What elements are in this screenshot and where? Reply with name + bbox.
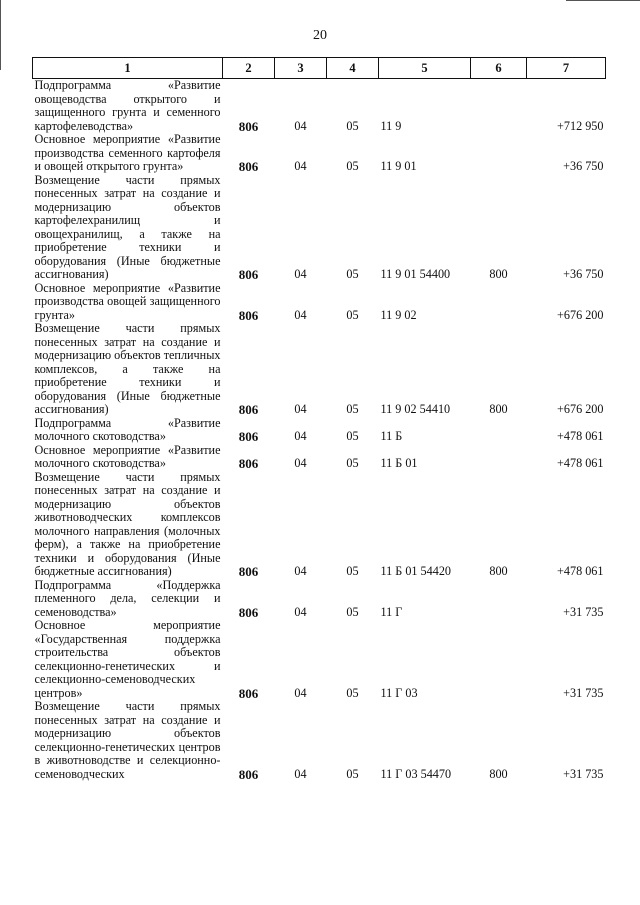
row-target-article: 11 9 01 54400	[380, 267, 451, 281]
table-header	[33, 58, 606, 79]
row-expense-type	[471, 133, 527, 174]
row-section: 04	[294, 604, 307, 619]
row-name: Основное мероприятие «Государственная поддержка строительства объектов селекционно-генетических и селекционно-семеноводческих центров»	[34, 618, 221, 700]
row-subsection: 05	[346, 267, 359, 281]
table-row	[33, 417, 606, 444]
row-section: 04	[294, 766, 307, 781]
row-name: Возмещение части прямых понесенных затрат на создание и модернизацию объектов тепличных комплексов, а также на приобретение техники и оборудования (Иные бюджетные ассигнования)	[34, 321, 221, 416]
table-row	[33, 282, 606, 323]
row-subsection: 05	[346, 564, 359, 578]
row-amount: +36 750	[563, 159, 604, 173]
row-section: 04	[294, 159, 307, 173]
header-col-4: 4	[327, 58, 379, 79]
row-admin-code: 806	[238, 159, 259, 174]
row-target-article: 11 Б 01 54420	[380, 564, 452, 578]
row-admin-code: 806	[238, 685, 259, 701]
row-admin-code: 806	[238, 604, 259, 620]
row-expense-type: 800	[489, 267, 508, 281]
row-subsection: 05	[346, 456, 359, 470]
row-expense-type	[471, 79, 527, 134]
row-admin-code: 806	[238, 267, 259, 282]
row-expense-type: 800	[489, 564, 508, 578]
table-row	[33, 700, 606, 781]
row-subsection: 05	[346, 429, 359, 443]
row-expense-type	[471, 417, 527, 444]
row-expense-type: 800	[489, 402, 508, 416]
row-admin-code: 806	[238, 766, 259, 782]
scan-mark-left-edge	[0, 0, 1, 70]
row-subsection: 05	[346, 766, 359, 781]
table-row	[33, 444, 606, 471]
row-name: Возмещение части прямых понесенных затрат на создание и модернизацию объектов селекционно-генетических центров в животноводстве и селекционно-семеноводческих	[34, 699, 221, 781]
table-row	[33, 133, 606, 174]
row-name: Возмещение части прямых понесенных затрат на создание и модернизацию объектов животноводческих комплексов молочного направления (молочных ферм), а также на приобретение техники и оборудования (Иные бюджетные ассигнования)	[34, 469, 221, 578]
header-col-6: 6	[471, 58, 527, 79]
row-section: 04	[294, 402, 307, 416]
budget-table	[32, 57, 606, 781]
table-row	[33, 619, 606, 700]
row-name: Основное мероприятие «Развитие производства овощей защищенного грунта»	[34, 280, 221, 322]
row-section: 04	[294, 267, 307, 281]
row-amount: +478 061	[557, 456, 604, 470]
row-admin-code: 806	[238, 564, 259, 579]
header-col-3: 3	[275, 58, 327, 79]
row-subsection: 05	[346, 159, 359, 173]
row-amount: +31 735	[563, 604, 604, 619]
header-col-5: 5	[379, 58, 471, 79]
row-amount: +31 735	[563, 685, 604, 700]
row-name: Возмещение части прямых понесенных затрат на создание и модернизацию объектов картофелехранилищ и овощехранилищ, а также на приобретение техники и оборудования (Иные бюджетные ассигнования)	[34, 172, 221, 281]
table-row	[33, 471, 606, 579]
row-amount: +712 950	[557, 118, 604, 133]
row-target-article: 11 Г 03	[380, 685, 418, 700]
row-name: Основное мероприятие «Развитие производства семенного картофеля и овощей открытого грунта»	[34, 132, 221, 173]
row-admin-code: 806	[238, 456, 259, 471]
row-section: 04	[294, 685, 307, 700]
row-admin-code: 806	[238, 429, 259, 444]
row-admin-code: 806	[238, 118, 259, 134]
row-name: Подпрограмма «Развитие овощеводства открытого и защищенного грунта и семенного картофелеводства»	[34, 78, 221, 133]
row-target-article: 11 Г	[380, 604, 403, 619]
row-target-article: 11 9 01	[380, 159, 417, 173]
row-expense-type	[471, 619, 527, 700]
header-col-2: 2	[223, 58, 275, 79]
page-number: 20	[313, 28, 327, 43]
row-section: 04	[294, 118, 307, 133]
row-name: Подпрограмма «Поддержка племенного дела, селекции и семеноводства»	[34, 577, 221, 619]
row-amount: +478 061	[557, 429, 604, 443]
header-col-7: 7	[527, 58, 606, 79]
row-expense-type	[471, 282, 527, 323]
row-expense-type	[471, 444, 527, 471]
row-amount: +676 200	[557, 307, 604, 322]
row-name: Подпрограмма «Развитие молочного скотоводства»	[34, 415, 221, 443]
row-section: 04	[294, 307, 307, 322]
row-subsection: 05	[346, 402, 359, 416]
row-amount: +31 735	[563, 766, 604, 781]
row-amount: +36 750	[563, 267, 604, 281]
row-target-article: 11 Г 03 54470	[380, 766, 452, 781]
row-subsection: 05	[346, 118, 359, 133]
row-target-article: 11 Б	[380, 429, 403, 443]
row-expense-type: 800	[489, 766, 508, 781]
row-amount: +676 200	[557, 402, 604, 416]
row-expense-type	[471, 579, 527, 620]
row-target-article: 11 9 02	[380, 307, 417, 322]
table-row	[33, 322, 606, 417]
row-admin-code: 806	[238, 307, 259, 323]
row-subsection: 05	[346, 685, 359, 700]
header-row	[33, 58, 606, 79]
scan-mark-top-right	[566, 0, 640, 1]
row-section: 04	[294, 429, 307, 443]
row-section: 04	[294, 564, 307, 578]
row-target-article: 11 9 02 54410	[380, 402, 451, 416]
row-target-article: 11 9	[380, 118, 402, 133]
row-section: 04	[294, 456, 307, 470]
table-row	[33, 79, 606, 134]
table-row	[33, 579, 606, 620]
table-row	[33, 174, 606, 282]
header-col-1: 1	[33, 58, 223, 79]
row-subsection: 05	[346, 307, 359, 322]
row-amount: +478 061	[557, 564, 604, 578]
row-name: Основное мероприятие «Развитие молочного скотоводства»	[34, 442, 221, 470]
row-subsection: 05	[346, 604, 359, 619]
row-admin-code: 806	[238, 402, 259, 417]
table-body	[33, 79, 606, 782]
row-target-article: 11 Б 01	[380, 456, 418, 470]
